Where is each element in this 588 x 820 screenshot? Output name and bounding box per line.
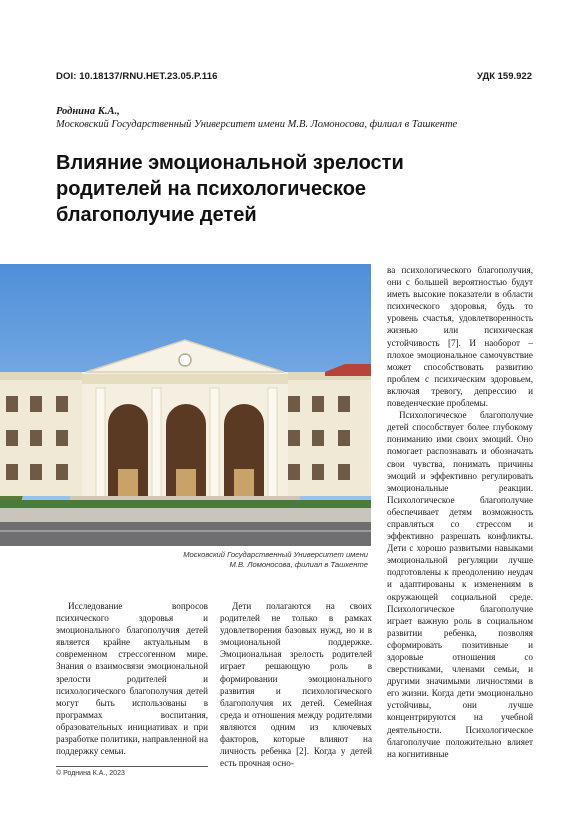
caption-line: М.В. Ломоносова, филиал в Ташкенте bbox=[229, 560, 368, 569]
udk-label: УДК 159.922 bbox=[477, 71, 532, 82]
body-column-left bbox=[56, 600, 208, 757]
paragraph: ва психологического благополучия, они с большей вероятностью будут иметь высокие показатели в области психического здоровья, будь то уровень счастья, удовлетворенность жизнью или психическая устойчивость [7]. И наоборот – плохое эмоциональное самочувствие может способствовать развитию проблем с психическим здоровьем, включая тревогу, депрессию и поведенческие проблемы. bbox=[387, 265, 533, 409]
body-column-right bbox=[387, 264, 533, 760]
author-name: Роднина К.А., bbox=[56, 106, 120, 117]
footnote-divider bbox=[56, 766, 208, 767]
photo-caption bbox=[140, 550, 368, 570]
article-title: Влияние эмоциональной зрелости родителей на психологическое благополучие детей bbox=[56, 152, 404, 226]
paragraph: Дети полагаются на своих родителей не только в рамках удовлетворения базовых нужд, но и в эмоциональной поддержке. Эмоциональная зрелость родителей играет решающую роль в формировании эмоционального развития и психологического благополучия их детей. Семейная среда и отношения между родителями являются одним из ключевых факторов, которые влияют на личность ребенка [2]. Когда у детей есть прочная осно- bbox=[220, 601, 372, 769]
paragraph: Исследование вопросов психического здоровья и эмоционального благополучия детей является крайне актуальным в современном стрессогенном мире. Знания о взаимосвязи эмоциональной зрелости родителей и психологического благополучия детей могут быть использованы в программах воспитания, образовательных инициативах и при разработке политики, направленной на поддержку семьи. bbox=[56, 601, 208, 757]
copyright-notice: © Роднина К.А., 2023 bbox=[56, 770, 125, 777]
caption-line: Московский Государственный Университет имени bbox=[183, 550, 368, 559]
body-column-middle bbox=[220, 600, 372, 769]
author-affiliation: Московский Государственный Университет имени М.В. Ломоносова, филиал в Ташкенте bbox=[56, 119, 458, 130]
building-photo bbox=[0, 264, 371, 546]
paragraph: Психологическое благополучие детей способствует более глубокому пониманию ими своих эмоций. Оно помогает распознавать и обозначать свои чувства, понимать причины эмоций и эффективно регулировать эмоциональные реакции. Психологическое благополучие обеспечивает детям возможность справляться со стрессом и эффективно разрешать конфликты. Дети с хорошо развитыми навыками эмоциональной регуляции лучше подготовлены к преодолению неудач и адаптированы к изменениям в окружающей социальной среде. Психологическое благополучие играет важную роль в социальном развитии ребенка, позволяя сформировать позитивные и здоровые отношения со сверстниками, членами семьи, и другими значимыми личностями в его жизни. Когда дети эмоционально устойчивы, они лучше концентрируются на учебной деятельности. Психологическое благополучие положительно влияет на когнитивные bbox=[387, 410, 533, 759]
doi-label: DOI: 10.18137/RNU.HET.23.05.P.116 bbox=[56, 71, 218, 82]
